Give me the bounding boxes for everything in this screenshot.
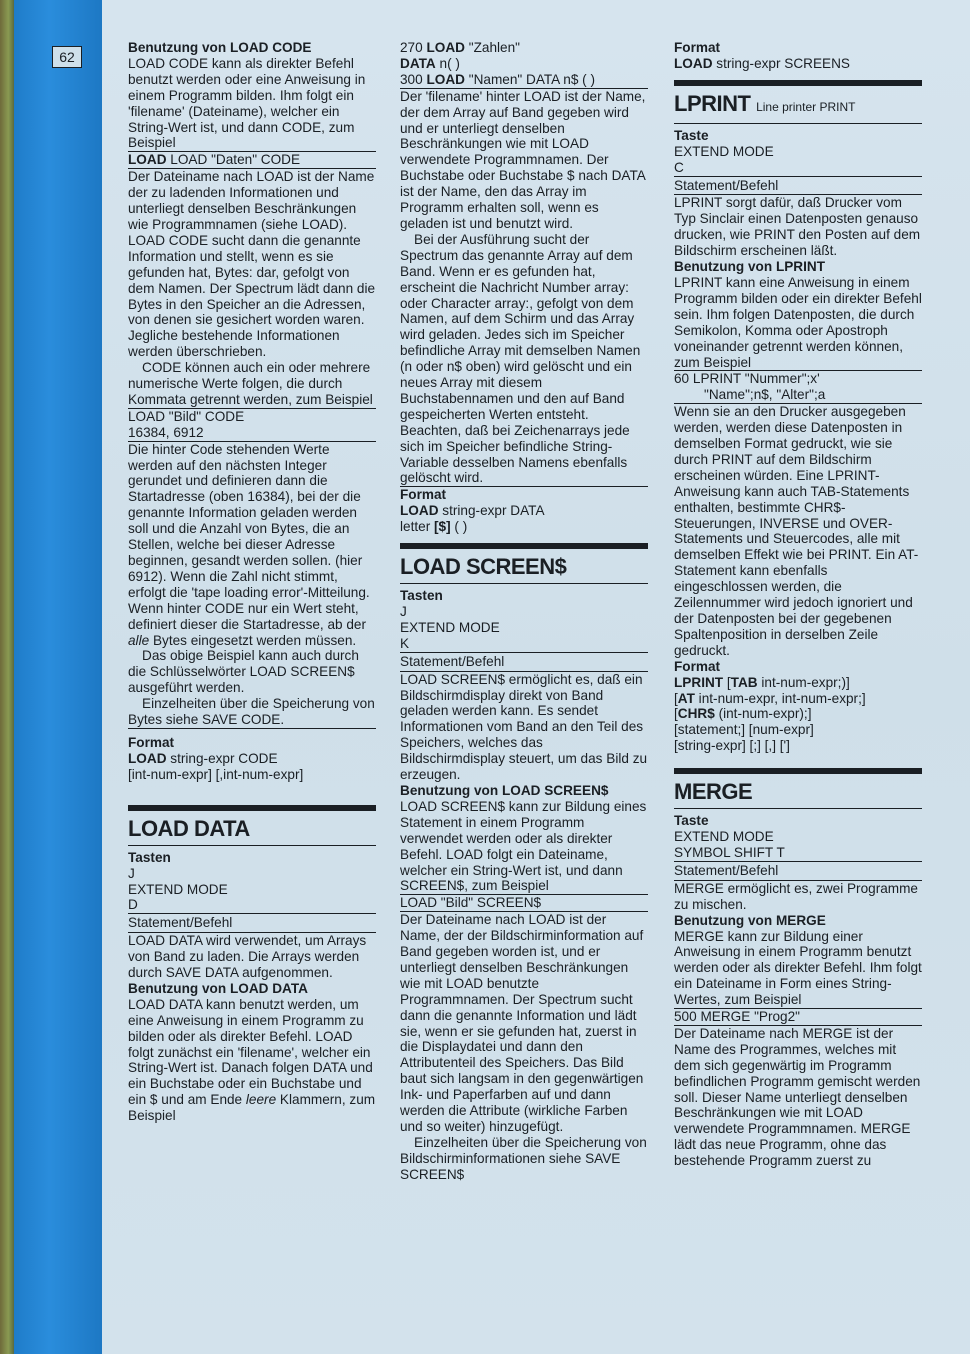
keyword: LOAD <box>426 71 465 87</box>
paragraph: Einzelheiten über die Speicherung von Bildschirminformationen siehe SAVE SCREEN$ <box>400 1134 647 1182</box>
format-line <box>400 503 648 519</box>
format-line <box>674 56 922 72</box>
paragraph: LPRINT sorgt dafür, daß Drucker vom Typ Sinclair einen Datenposten genauso drucken, wie PRINT den Posten auf dem Bildschirm erscheinen läßt. <box>674 195 921 259</box>
format-line: [int-num-expr] [,int-num-expr] <box>128 766 304 782</box>
tasten-label: Taste <box>674 127 709 143</box>
code-example-cont: "Name";n$, "Alter";a <box>674 387 922 404</box>
code-example: LOAD LOAD "Daten" CODE <box>128 152 376 169</box>
paragraph: Der Dateiname nach MERGE ist der Name des Programmes, welches mit dem sich gegenwärtig im Programm befindlichen Programm gemischt werden soll. Dieser Name unterliegt denselben Beschränkungen wie mit LOAD verwendete Programmnamen. MERGE lädt das neue Programm, ohne das bestehende Programm zuerst zu <box>674 1025 921 1169</box>
key-line: SYMBOL SHIFT T <box>674 845 922 862</box>
text-span: [ <box>674 690 678 706</box>
emphasis: leere <box>245 1092 277 1108</box>
format-line <box>674 675 922 691</box>
text-span: Bytes eingesetzt werden müssen. <box>152 632 357 648</box>
code-example <box>400 72 648 89</box>
keyword: DATA <box>400 55 436 71</box>
code-example: 500 MERGE "Prog2" <box>674 1009 922 1026</box>
format-rest: string-expr DATA <box>442 503 545 519</box>
text-span: int-num-expr;)] <box>757 674 850 690</box>
title-subtitle: Line printer PRINT <box>756 99 856 114</box>
paragraph <box>128 997 376 1124</box>
paragraph: LOAD CODE kann als direkter Befehl benutzt werden oder eine Anweisung in einem Programm bilden. Ihm folgt ein 'filename' (Dateiname), welcher ein String-Wert ist, und dann CODE, zum Beispiel <box>128 56 376 152</box>
paragraph: Wenn sie an den Drucker ausgegeben werden, werden diese Datenposten in demselben Format gedruckt, wie sie durch PRINT auf dem Bildschirm erscheinen würden. Eine LPRINT-Anweisung kann auch TAB-Statements enthalten, bestimmte CHR$-Steuerungen, INVERSE und OVER-Statements und Steuercodes, alle mit demselben Effekt wie bei PRINT. Ein AT-Statement kann ebenfalls eingeschlossen werden, die Zeilennummer wird jedoch ignoriert und der Datenposten bei der gegebenen Spaltenposition in derselben Zeile gedruckt. <box>674 404 919 658</box>
paragraph: Der Dateiname nach LOAD ist der Name, der der Bildschirminformation auf Band gegeben worden ist, und er unterliegt denselben Beschränkungen wie mit LOAD benutzte Programmnamen. Der Spectrum sucht dann die genannte Information und lädt sie, wenn er sie gefunden hat, zuerst in die Displaydatei und dann den Attributenteil des Speichers. Das Bild baut sich langsam in den gegenwärtigen Ink- und Paperfarben auf und dann werden die Attribute (wirkliche Farben und so weiter) hinzugefügt. <box>400 912 644 1134</box>
line-number: 300 <box>400 71 423 87</box>
code-example: LOAD "Bild" SCREEN$ <box>400 895 648 912</box>
paragraph <box>128 442 376 649</box>
section-title-load-screens: LOAD SCREEN$ <box>400 553 648 584</box>
key-line: J <box>400 604 407 619</box>
key-line: EXTEND MODE <box>128 881 228 897</box>
statement-label: Statement/Befehl <box>400 654 648 672</box>
format-line: [string-expr] [;] [,] ['] <box>674 738 790 754</box>
text-span: (int-num-expr);] <box>714 706 812 722</box>
heading-benutzung-merge: Benutzung von MERGE <box>674 912 826 928</box>
format-line: [statement;] [num-expr] <box>674 722 814 738</box>
code-example <box>400 40 648 56</box>
heading-benutzung-load-screens: Benutzung von LOAD SCREEN$ <box>400 782 609 798</box>
format-label: Format <box>674 658 721 674</box>
code-example: LOAD "Bild" CODE <box>128 408 245 424</box>
keyword: LPRINT <box>674 674 724 690</box>
code-example <box>400 56 648 72</box>
paragraph: LOAD SCREEN$ kann zur Bildung eines Statement in einem Programm verwendet werden oder als direkter Befehl. LOAD folgt ein Dateiname, welcher ein String-Wert ist, und dann SCREEN$, zum Beispiel <box>400 798 647 894</box>
key-line: K <box>400 636 648 653</box>
title-text: LPRINT <box>674 90 751 116</box>
column-3 <box>674 40 922 1169</box>
section-divider <box>128 805 376 811</box>
paragraph: MERGE ermöglicht es, zwei Programme zu mischen. <box>674 880 918 912</box>
code-rest: n( ) <box>439 55 460 71</box>
keyword: LOAD <box>128 750 167 766</box>
keyword: LOAD <box>426 40 465 55</box>
heading-benutzung-load-code: Benutzung von LOAD CODE <box>128 40 312 55</box>
section-title-load-data: LOAD DATA <box>128 815 376 846</box>
key-line: D <box>128 897 376 914</box>
code-rest: LOAD "Daten" CODE <box>170 152 301 168</box>
format-line <box>674 691 922 707</box>
keyword: CHR$ <box>677 706 715 722</box>
statement-label: Statement/Befehl <box>674 178 922 196</box>
section-title-merge: MERGE <box>674 778 922 809</box>
text-span: Die hinter Code stehenden Werte werden auf den nächsten Integer gerundet und definieren dann die Startadresse (oben 16384), bei der die genannte Information geladen werden soll und die Anzahl von Bytes, die an Stellen, welche bei dieser Adresse beginnen, gesandt werden sollen. (hier 6912). Wenn die Zahl nicht stimmt, erfolgt die 'tape loading error'-Mitteilung. Wenn hinter CODE nur ein Wert steht, definiert dieser die Startadresse, ab der <box>128 441 370 632</box>
heading-benutzung-lprint: Benutzung von LPRINT <box>674 259 826 275</box>
format-line <box>674 706 922 722</box>
key-line: J <box>128 865 135 881</box>
format-label: Format <box>128 734 175 750</box>
book-spine-edge <box>0 0 14 1354</box>
text-span: ( ) <box>450 519 468 535</box>
paragraph: Der 'filename' hinter LOAD ist der Name, der dem Array auf Band gegeben wird und er unterliegt denselben Beschränkungen wie mit LOAD verwendete Programmnamen. Der Buchstabe oder Buchstabe $ nach DATA ist der Name, den das Array im Programm erhalten soll, wenn es geladen ist und benutzt wird. <box>400 88 646 231</box>
keyword: LOAD <box>400 503 439 519</box>
text-span: [ <box>674 706 678 722</box>
text-span: Klammern, zum Beispiel <box>128 1092 376 1124</box>
key-line: EXTEND MODE <box>674 829 774 845</box>
paragraph: Das obige Beispiel kann auch durch die Schlüsselwörter LOAD SCREEN$ ausgeführt werden. <box>128 648 359 696</box>
text-span: [$] <box>434 519 451 535</box>
section-divider <box>674 768 922 774</box>
paragraph: LOAD DATA wird verwendet, um Arrays von Band zu laden. Die Arrays werden durch SAVE DATA aufgenommen. <box>128 933 367 981</box>
section-divider <box>674 80 922 86</box>
page-number: 62 <box>52 46 82 68</box>
emphasis: alle <box>128 632 150 648</box>
line-number: 270 <box>400 40 423 55</box>
key-line: C <box>674 160 922 177</box>
column-2 <box>400 40 648 1183</box>
paragraph: Bei der Ausführung sucht der Spectrum das genannte Array auf dem Band. Wenn er es gefunden hat, erscheint die Nachricht Number array: oder Character array:, gefolgt von dem Namen, auf dem Schirm und das Array wird geladen. Jedes sich im Speicher befindliche Array mit demselben Namen (n oder n$ oben) wird gelöscht und ein neues Array mit diesem Buchstabennamen und den auf Band gespeicherten Werten entsteht. Beachten, daß bei Zeichenarrays jede sich im Speicher befindliche String-Variable desselben Namens ebenfalls gelöscht wird. <box>400 232 648 488</box>
tasten-label: Tasten <box>400 588 443 604</box>
statement-label: Statement/Befehl <box>674 863 922 881</box>
paragraph: Der Dateiname nach LOAD ist der Name der zu ladenden Informationen und unterliegt denselben Beschränkungen wie Programmnamen (siehe LOAD). LOAD CODE sucht dann die genannte Information und stellt, wenn es sie gefunden hat, Bytes: dar, gefolgt von dem Namen. Der Spectrum lädt dann die Bytes in den Speicher an die Adressen, von denen sie gesichert worden waren. Jegliche bestehende Informationen werden überschrieben. <box>128 169 376 360</box>
code-example: 60 LPRINT "Nummer";x' <box>674 371 820 387</box>
statement-label: Statement/Befehl <box>128 915 376 933</box>
code-example-cont: 16384, 6912 <box>128 425 376 442</box>
paragraph: LPRINT kann eine Anweisung in einem Programm bilden oder ein direkter Befehl sein. Ihm folgen Datenposten, die durch Semikolon, Komma oder Apostroph voneinander getrennt werden können, zum Beispiel <box>674 274 922 370</box>
key-line: EXTEND MODE <box>674 143 774 159</box>
text-span: int-num-expr, int-num-expr;] <box>694 690 866 706</box>
key-line: EXTEND MODE <box>400 619 500 635</box>
code-rest: "Zahlen" <box>468 40 520 55</box>
tasten-label: Taste <box>674 813 709 829</box>
format-rest: string-expr CODE <box>170 750 278 766</box>
blue-margin-band <box>14 0 102 1354</box>
code-rest: "Namen" DATA n$ ( ) <box>468 71 596 87</box>
paragraph: LOAD SCREEN$ ermöglicht es, daß ein Bildschirmdisplay direkt von Band geladen werden kann. Es sendet Informationen vom Band an den Teil des Speichers, welches das Bildschirmdisplay steuert, um das Bild zu erzeugen. <box>400 671 648 783</box>
text-span: [ <box>723 674 731 690</box>
format-label: Format <box>674 40 721 55</box>
heading-benutzung-load-data: Benutzung von LOAD DATA <box>128 980 308 996</box>
text-span: LOAD DATA kann benutzt werden, um eine Anweisung in einem Programm zu bilden oder als direkter Befehl. LOAD folgt zunächst ein 'filename', welcher ein String-Wert ist. Danach folgen DATA und ein Buchstabe oder ein Buchstabe und ein $ und am Ende <box>128 996 373 1108</box>
column-1 <box>128 40 376 1124</box>
paragraph: CODE können auch ein oder mehrere numerische Werte folgen, die durch Kommata getrennt werden, zum Beispiel <box>128 360 376 409</box>
text-span: letter <box>400 519 434 535</box>
keyword: AT <box>677 690 695 706</box>
format-line <box>128 751 376 767</box>
paragraph: Einzelheiten über die Speicherung von Bytes siehe SAVE CODE. <box>128 696 375 728</box>
format-label: Format <box>400 487 447 503</box>
keyword: LOAD <box>674 55 713 71</box>
format-rest: string-expr SCREENS <box>716 55 851 71</box>
format-line <box>400 519 648 535</box>
keyword: TAB <box>730 674 758 690</box>
paragraph: MERGE kann zur Bildung einer Anweisung in einem Programm benutzt werden oder als direkter Befehl. Ihm folgt ein Dateiname in Form eines String-Wertes, zum Beispiel <box>674 928 922 1008</box>
tasten-label: Tasten <box>128 849 171 865</box>
section-divider <box>400 543 648 549</box>
section-title-lprint <box>674 90 922 124</box>
